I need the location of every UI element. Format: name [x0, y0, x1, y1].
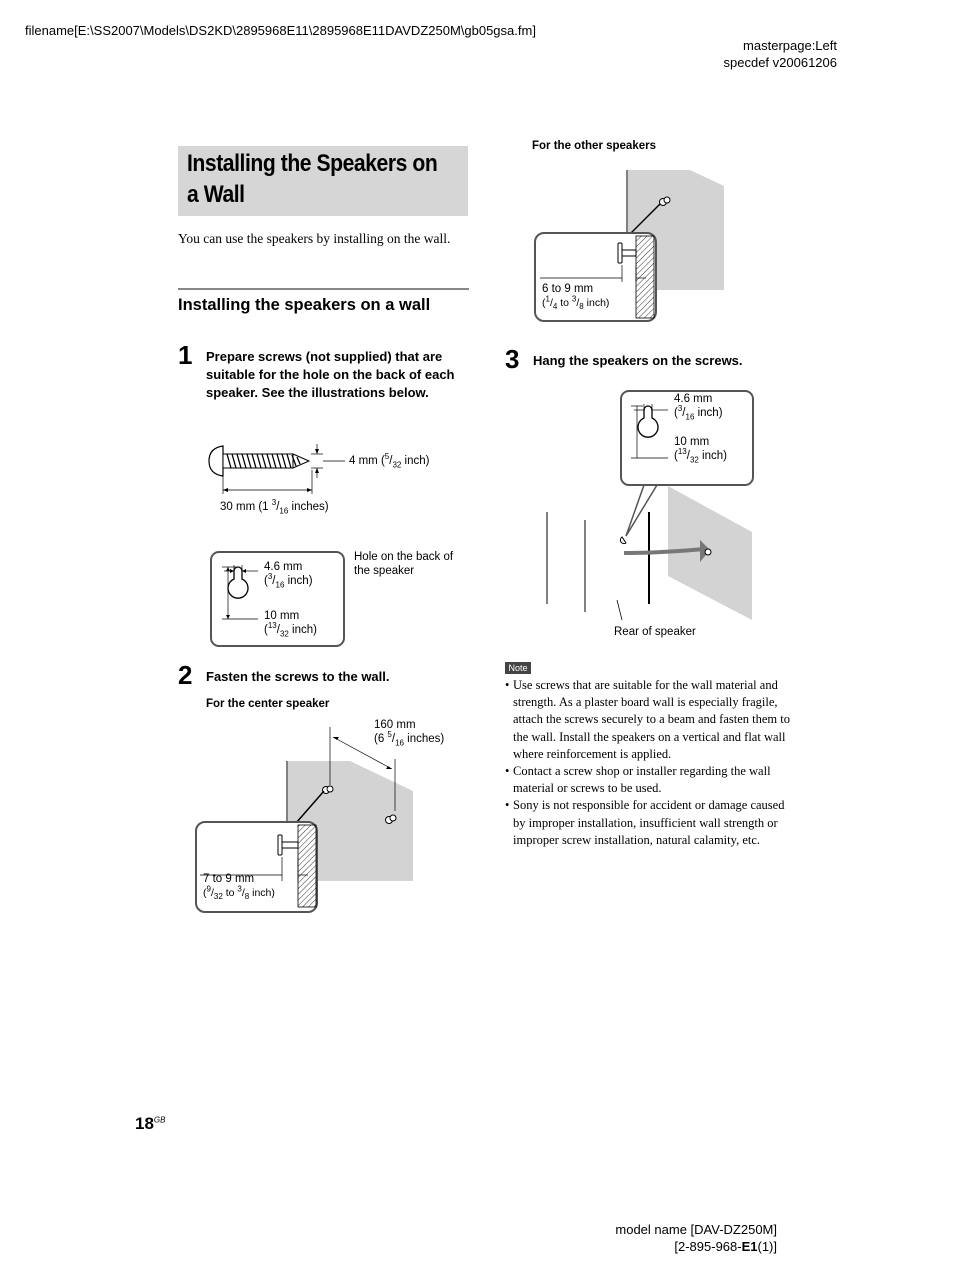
other-protrusion-label: 6 to 9 mm ($^1/_4$ to $^3/_8$ inch) — [542, 283, 610, 312]
specdef-label: specdef v20061206 — [723, 55, 837, 70]
other-speakers-caption: For the other speakers — [532, 140, 656, 152]
model-code: [2-895-968-E1(1)] — [674, 1239, 777, 1254]
section-title-box — [178, 146, 468, 216]
step-1-text: Prepare screws (not supplied) that are suitable for the hole on the back of each speaker. See the illustrations below. — [206, 349, 455, 400]
section-divider — [178, 288, 469, 290]
note-list — [505, 677, 797, 849]
hole-width-label: 4.6 mm ($^3/_{16}$ inch) — [264, 561, 313, 590]
step-1-number: 1 — [178, 340, 193, 370]
center-protrusion-label: 7 to 9 mm ($^9/_{32}$ to $^3/_8$ inch) — [203, 873, 275, 902]
section-title — [187, 148, 462, 210]
hang-width-label: 4.6 mm ($^3/_{16}$ inch) — [674, 393, 723, 422]
screw-length-label: 30 mm (1 $^3/_{16}$ inches) — [220, 498, 329, 516]
step-3-number: 3 — [505, 344, 520, 374]
note-item: • Contact a screw shop or installer regarding the wall material or screws to be used. — [505, 763, 797, 797]
hole-depth-label: 10 mm ($^{13}/_{32}$ inch) — [264, 610, 317, 639]
center-spacing-label: 160 mm (6 $^5/_{16}$ inches) — [374, 719, 445, 748]
filename-header: filename[E:\SS2007\Models\DS2KD\2895968E11\2895968E11DAVDZ250M\gb05gsa.fm] — [25, 23, 536, 38]
masterpage-header — [724, 37, 837, 71]
masterpage-label: masterpage:Left — [743, 38, 837, 53]
hole-caption: Hole on the back of the speaker — [354, 551, 454, 577]
intro-text: You can use the speakers by installing on the wall. — [178, 231, 451, 246]
page-number: $18^{GB}$ — [135, 1114, 166, 1133]
hang-diagram — [540, 388, 760, 628]
note-item: • Sony is not responsible for accident or damage caused by improper installation, insufficient wall strength or improper screw installation, natural calamity, etc. — [505, 797, 797, 849]
note-item: • Use screws that are suitable for the wall material and strength. As a plaster board wall is especially fragile, attach the screws securely to a beam and fasten them to the wall. Install the speakers on a vertical and flat wall where reinforcement is applied. — [505, 677, 797, 763]
center-speaker-caption: For the center speaker — [206, 698, 330, 710]
section-title-line1: Installing the Speakers on — [187, 150, 438, 177]
hang-depth-label: 10 mm ($^{13}/_{32}$ inch) — [674, 436, 727, 465]
screw-diameter-label: 4 mm ($^5/_{32}$ inch) — [349, 452, 430, 470]
rear-of-speaker-label: Rear of speaker — [614, 626, 696, 638]
footer-model — [615, 1221, 777, 1255]
section-title-line2: a Wall — [187, 181, 245, 208]
step-2-text: Fasten the screws to the wall. — [206, 669, 390, 684]
subheading: Installing the speakers on a wall — [178, 296, 431, 314]
note-badge: Note — [505, 662, 531, 674]
step-3-text: Hang the speakers on the screws. — [533, 353, 743, 368]
model-name: model name [DAV-DZ250M] — [615, 1222, 777, 1237]
step-2-number: 2 — [178, 660, 193, 690]
